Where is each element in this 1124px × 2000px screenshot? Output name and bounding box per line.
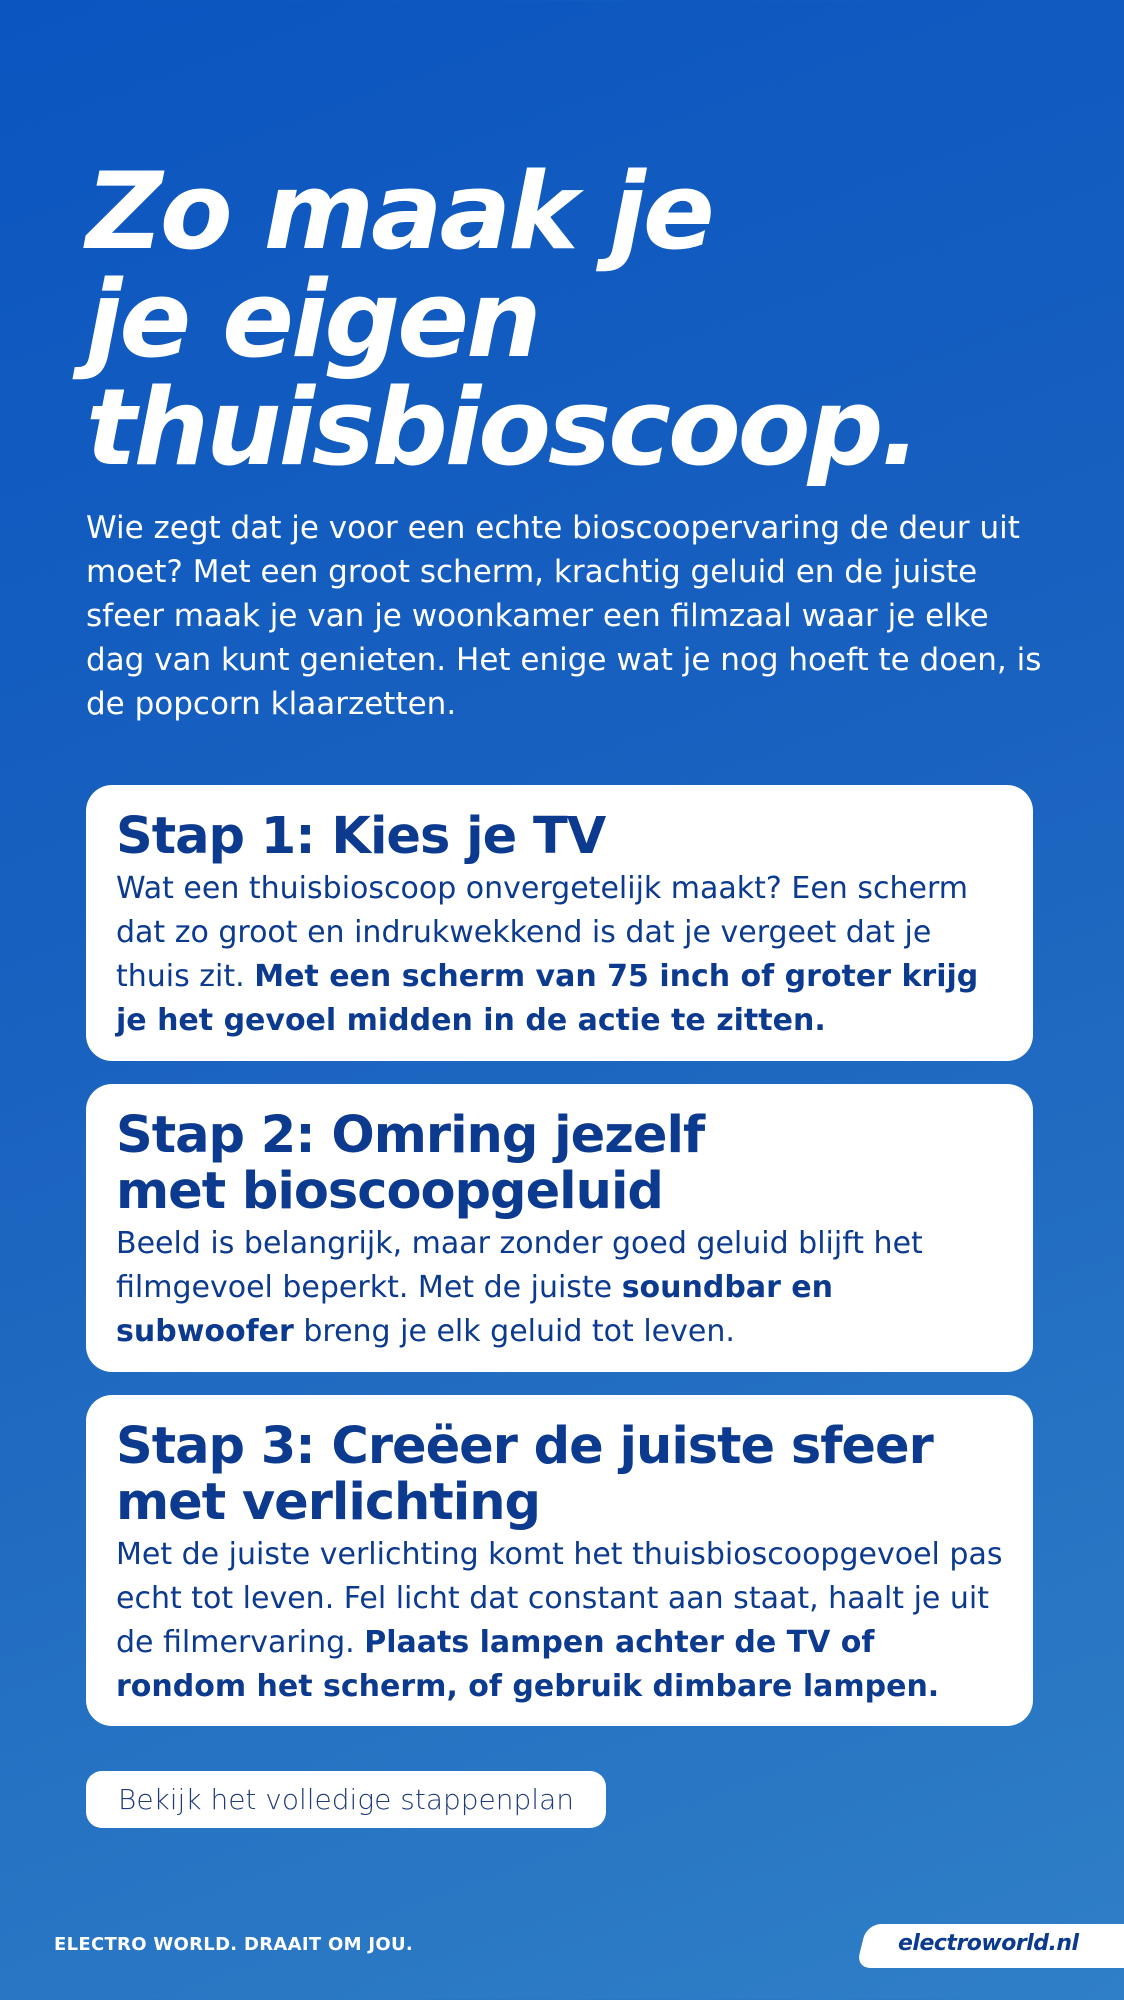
step-2-body-tail: breng je elk geluid tot leven.: [293, 1314, 735, 1349]
step-3-title: [116, 1419, 1003, 1531]
step-2-body-highlight: soundbar en subwoofer: [116, 1270, 834, 1349]
step-2-body-text: Beeld is belangrijk, maar zonder goed geluid blijft het filmgevoel beperkt. Met de juiste: [116, 1226, 923, 1305]
title-line-3: thuisbioscoop.: [86, 366, 918, 489]
title-line-2: je eigen: [86, 258, 539, 381]
step-3-body-text: Met de juiste verlichting komt het thuisbioscoopgevoel pas echt tot leven. Fel licht dat constant aan staat, haalt je uit de filmervaring.: [116, 1537, 1003, 1660]
step-3-title-line-2: met verlichting: [116, 1473, 541, 1532]
brand-logo: electroworld.nl: [898, 1931, 1079, 1956]
intro-text: Wie zegt dat je voor een echte bioscoopervaring de deur uit moet? Met een groot scherm, krachtig geluid en de juiste sfeer maak je van je woonkamer een filmzaal waar je elke dag van kunt genieten. Het enige wat je nog hoeft te doen, is de popcorn klaarzetten.: [86, 510, 1042, 722]
title-line-1: Zo maak je: [86, 150, 712, 273]
step-2-title-line-1: Stap 2: Omring jezelf: [116, 1106, 705, 1165]
step-2-title-line-2: met bioscoopgeluid: [116, 1162, 663, 1221]
step-1-body-highlight: Met een scherm van 75 inch of groter krijg je het gevoel midden in de actie te zitten.: [116, 959, 979, 1038]
page-title: [86, 150, 1046, 489]
step-1-body: [116, 867, 1003, 1043]
step-card-1: [86, 785, 1033, 1061]
step-1-title: [116, 809, 1003, 865]
step-1-title-line-1: Stap 1: Kies je TV: [116, 807, 606, 866]
step-3-body-highlight: Plaats lampen achter de TV of rondom het scherm, of gebruik dimbare lampen.: [116, 1625, 940, 1704]
step-2-body: [116, 1222, 1003, 1354]
step-3-body: [116, 1533, 1003, 1709]
view-full-plan-button[interactable]: Bekijk het volledige stappenplan: [86, 1771, 606, 1828]
step-card-3: [86, 1395, 1033, 1726]
step-card-2: [86, 1084, 1033, 1372]
step-1-body-text: Wat een thuisbioscoop onvergetelijk maakt? Een scherm dat zo groot en indrukwekkend is dat je vergeet dat je thuis zit.: [116, 871, 968, 994]
brand-slogan: ELECTRO WORLD. DRAAIT OM JOU.: [54, 1934, 414, 1955]
step-2-title: [116, 1108, 1003, 1220]
step-3-title-line-1: Stap 3: Creëer de juiste sfeer: [116, 1417, 933, 1476]
